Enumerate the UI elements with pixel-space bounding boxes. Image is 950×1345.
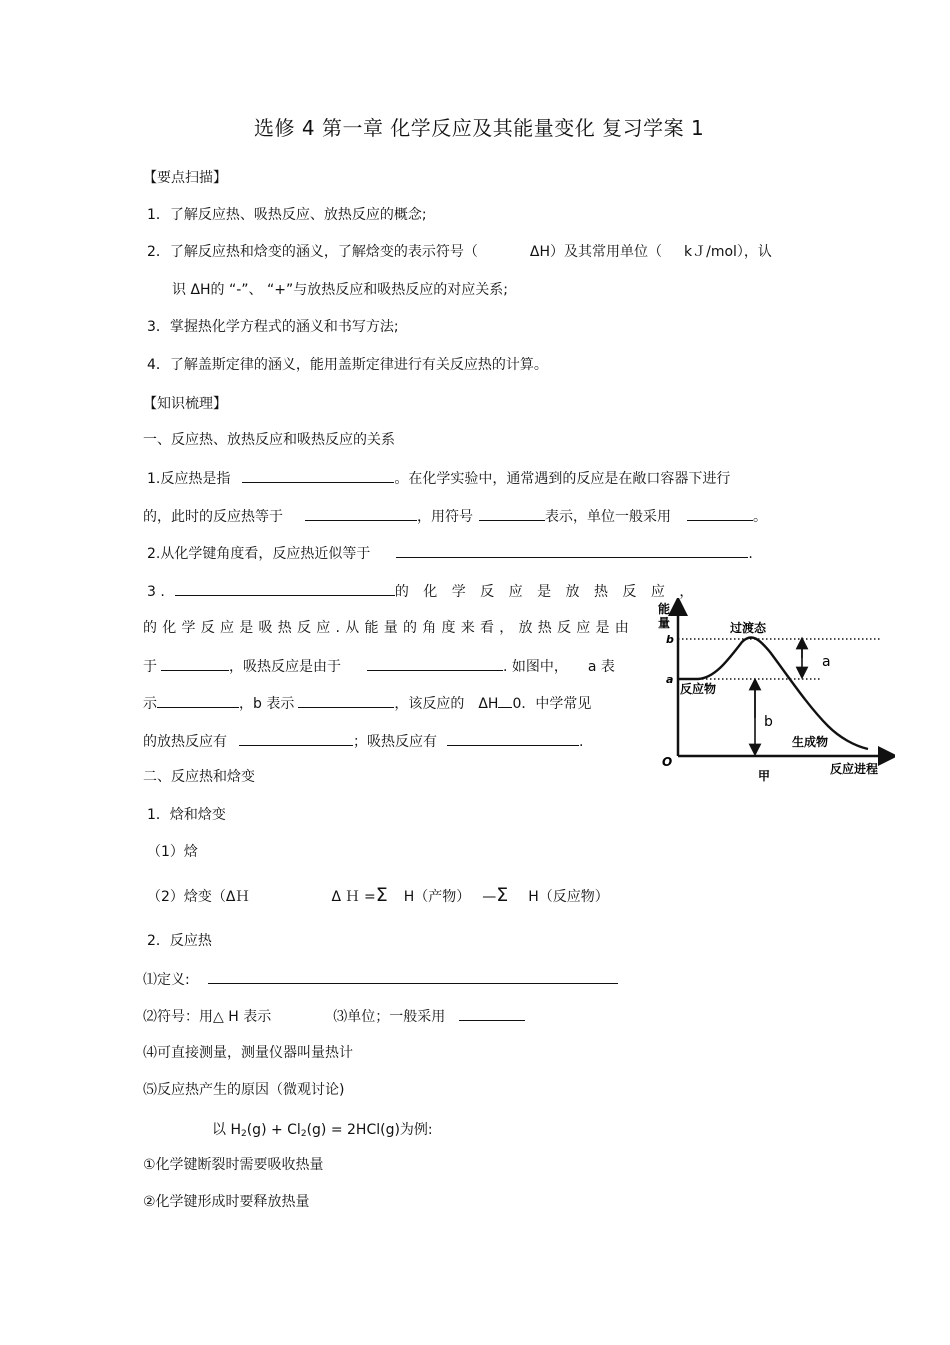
tick-a-label: a bbox=[666, 673, 674, 686]
e-text-b: ΔＨ bbox=[225, 889, 250, 905]
bond-forming-line: ②化学键形成时要释放热量 bbox=[143, 1194, 310, 1210]
q3-text-d: 于 bbox=[143, 659, 157, 675]
q2-text-a: 2.从化学键角度看，反应热近似等于 bbox=[147, 546, 371, 562]
question-1-line-1 bbox=[147, 467, 730, 489]
q3-text-k: ΔH bbox=[478, 696, 499, 712]
q3-text-l: 0．中学常见 bbox=[512, 696, 592, 712]
q1-text-d: ，用符号 bbox=[417, 509, 473, 525]
enthalpy-item-1: （1）焓 bbox=[147, 844, 198, 860]
q3-blank-2[interactable] bbox=[161, 655, 229, 671]
product-label: 生成物 bbox=[792, 735, 829, 749]
eq-part-a: 以 H bbox=[212, 1122, 241, 1138]
q1-blank-4[interactable] bbox=[687, 505, 753, 521]
key-point-2-part-c: kＪ/mol），认 bbox=[684, 244, 772, 260]
question-3-line-4 bbox=[143, 692, 591, 714]
e-text-f: — bbox=[482, 889, 497, 905]
eq-part-e: (g) = 2HCl(g)为例: bbox=[306, 1122, 433, 1138]
q3-blank-3[interactable] bbox=[367, 655, 503, 671]
measurement-line: ⑷可直接测量，测量仪器叫量热计 bbox=[143, 1045, 353, 1061]
transition-state-label: 过渡态 bbox=[730, 621, 767, 635]
reactant-label: 反应物 bbox=[680, 682, 717, 696]
section-key-points-heading: 【要点扫描】 bbox=[143, 170, 227, 186]
tick-b-label: b bbox=[666, 633, 674, 646]
question-3-line-5 bbox=[143, 730, 583, 752]
example-equation bbox=[212, 1120, 433, 1144]
q3-blank-6[interactable] bbox=[498, 692, 512, 708]
question-3-line-2: 的 化 学 反 应 是 吸 热 反 应 . 从 能 量 的 角 度 来 看 ， 放 热 反 应 是 由 bbox=[143, 620, 630, 636]
e-text-h: H（反应物） bbox=[528, 889, 609, 905]
diagram-caption: 甲 bbox=[758, 769, 771, 783]
question-3-line-3 bbox=[143, 655, 615, 677]
e-text-a: （2）焓变（ bbox=[147, 889, 226, 905]
q2-blank[interactable] bbox=[396, 542, 748, 558]
subsection-1-heading: 一、反应热、放热反应和吸热反应的关系 bbox=[143, 432, 395, 448]
q1-blank-2[interactable] bbox=[305, 505, 417, 521]
reaction-heat-heading: 2．反应热 bbox=[147, 933, 212, 949]
energy-diagram bbox=[650, 598, 895, 788]
key-point-1: 1．了解反应热、吸热反应、放热反应的概念; bbox=[147, 207, 427, 223]
sum-symbol-2: Σ bbox=[496, 884, 509, 906]
unit-text: ⑶单位；一般采用 bbox=[333, 1009, 446, 1025]
q1-text-c: 的，此时的反应热等于 bbox=[143, 509, 283, 525]
definition-label: ⑴定义: bbox=[143, 972, 190, 988]
y-label-2: 量 bbox=[658, 616, 671, 630]
q3-text-b: 的 化 学 反 应 是 放 热 反 应 ， bbox=[394, 584, 699, 600]
q1-text-b: 。在化学实验中，通常遇到的反应是在敞口容器下进行 bbox=[394, 471, 731, 487]
question-1-line-2 bbox=[143, 505, 767, 527]
x-axis-label: 反应进程 bbox=[830, 762, 879, 776]
subsection-2-heading: 二、反应热和焓变 bbox=[143, 769, 255, 785]
q3-text-e: ，吸热反应是由于 bbox=[229, 659, 341, 675]
key-point-2-continued: 识 ΔH的 “-”、 “+”与放热反应和吸热反应的对应关系; bbox=[172, 282, 508, 298]
symbol-unit-line bbox=[143, 1005, 525, 1027]
question-3-line-1 bbox=[147, 580, 698, 602]
q3-blank-4[interactable] bbox=[157, 692, 239, 708]
cause-line: ⑸反应热产生的原因（微观讨论) bbox=[143, 1082, 345, 1098]
question-2 bbox=[147, 542, 753, 564]
definition-line bbox=[143, 968, 618, 990]
q3-text-m: 的放热反应有 bbox=[143, 734, 227, 750]
sum-symbol-1: Σ bbox=[375, 884, 388, 906]
section-knowledge-heading: 【知识梳理】 bbox=[143, 396, 227, 412]
key-point-2-part-b: ΔH）及其常用单位（ bbox=[529, 244, 663, 260]
q3-text-j: ，该反应的 bbox=[394, 696, 465, 712]
q3-blank-7[interactable] bbox=[239, 730, 353, 746]
e-text-e: H（产物） bbox=[403, 889, 471, 905]
q3-blank-5[interactable] bbox=[298, 692, 394, 708]
definition-blank[interactable] bbox=[208, 968, 618, 984]
q3-blank-1[interactable] bbox=[175, 580, 395, 596]
eq-part-c: (g) + Cl bbox=[246, 1122, 301, 1138]
q1-blank-3[interactable] bbox=[479, 505, 545, 521]
key-point-2 bbox=[147, 242, 772, 262]
enthalpy-item-2 bbox=[147, 885, 609, 907]
q3-text-a: 3 . bbox=[147, 584, 165, 600]
bond-breaking-line: ①化学键断裂时需要吸收热量 bbox=[143, 1157, 324, 1173]
q3-text-h: 示 bbox=[143, 696, 157, 712]
eq-sub-2: 2 bbox=[300, 1129, 307, 1139]
q1-text-a: 1.反应热是指 bbox=[147, 471, 231, 487]
q3-text-f: . 如图中， bbox=[503, 659, 568, 675]
key-point-3: 3．掌握热化学方程式的涵义和书写方法; bbox=[147, 319, 399, 335]
gap-b-label: b bbox=[764, 714, 773, 730]
q1-text-f: 。 bbox=[753, 509, 767, 525]
symbol-text: ⑵符号：用△ H 表示 bbox=[143, 1009, 272, 1025]
key-point-4: 4．了解盖斯定律的涵义，能用盖斯定律进行有关反应热的计算。 bbox=[147, 357, 548, 373]
q3-text-i: ，b 表示 bbox=[239, 696, 295, 712]
q1-text-e: 表示，单位一般采用 bbox=[545, 509, 671, 525]
y-label-1: 能 bbox=[658, 602, 671, 616]
q3-text-o: . bbox=[579, 734, 584, 750]
q1-blank-1[interactable] bbox=[242, 467, 394, 483]
unit-blank[interactable] bbox=[459, 1005, 525, 1021]
q3-blank-8[interactable] bbox=[447, 730, 579, 746]
gap-a-label: a bbox=[822, 654, 831, 670]
e-text-c: Δ Ｈ = bbox=[331, 889, 376, 905]
eq-sub-1: 2 bbox=[240, 1129, 247, 1139]
page-title: 选修 4 第一章 化学反应及其能量变化 复习学案 1 bbox=[254, 116, 705, 140]
origin-label: O bbox=[662, 755, 673, 769]
enthalpy-heading: 1．焓和焓变 bbox=[147, 807, 226, 823]
q2-text-b: . bbox=[748, 546, 753, 562]
key-point-2-part-a: 2．了解反应热和焓变的涵义，了解焓变的表示符号（ bbox=[147, 244, 478, 260]
q3-text-g: a 表 bbox=[587, 659, 615, 675]
q3-text-n: ；吸热反应有 bbox=[353, 734, 437, 750]
